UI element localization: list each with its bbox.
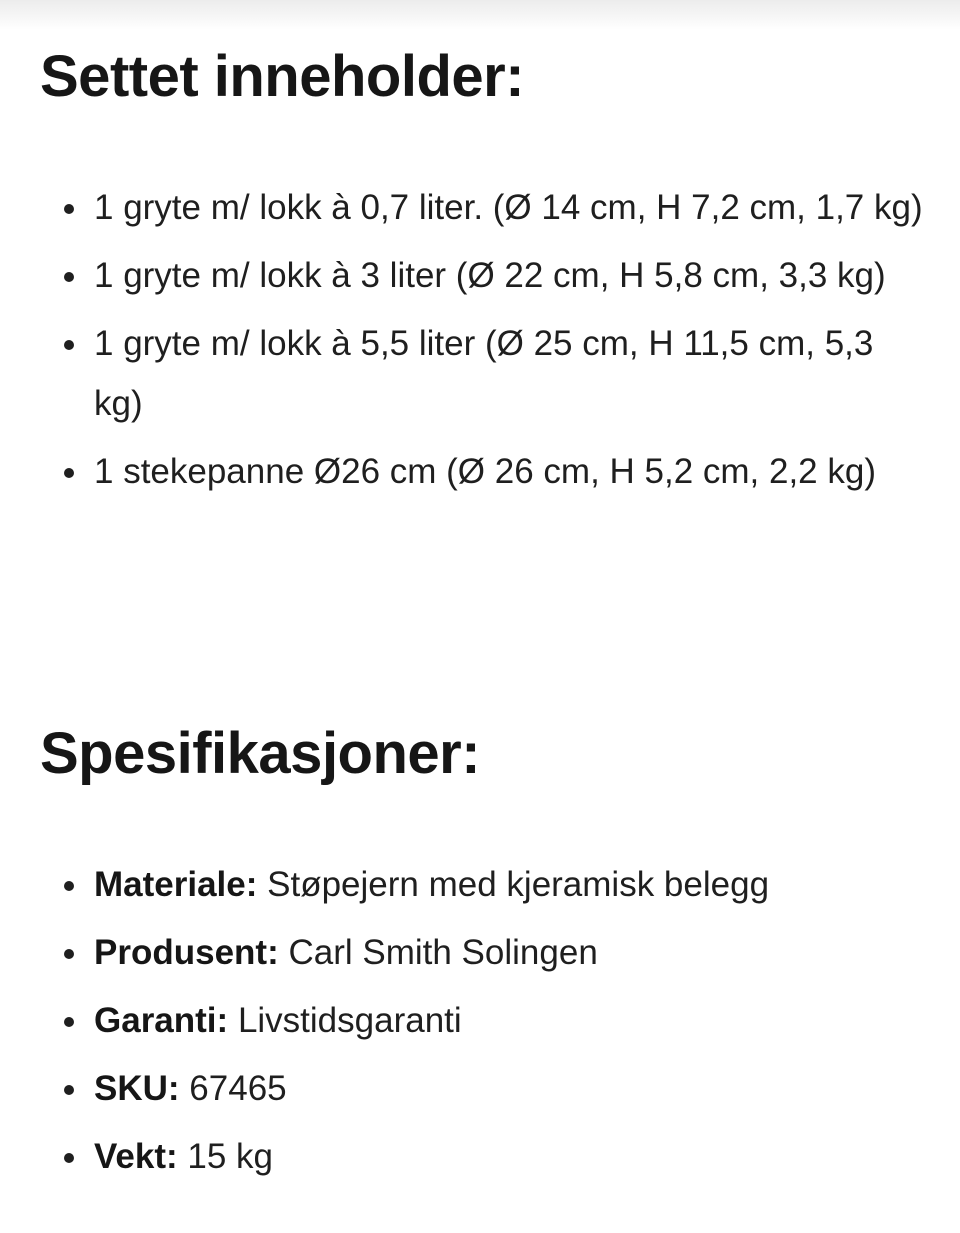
- list-item: 1 gryte m/ lokk à 0,7 liter. (Ø 14 cm, H 7,2 cm, 1,7 kg): [40, 178, 930, 238]
- contents-section: [40, 44, 930, 109]
- list-item: 1 gryte m/ lokk à 5,5 liter (Ø 25 cm, H 11,5 cm, 5,3 kg): [40, 314, 930, 434]
- top-shadow: [0, 0, 960, 30]
- spec-key: Produsent:: [94, 933, 279, 972]
- specs-list-section: [40, 860, 930, 1200]
- spec-key: Vekt:: [94, 1137, 178, 1176]
- list-item: 1 gryte m/ lokk à 3 liter (Ø 22 cm, H 5,8 cm, 3,3 kg): [40, 246, 930, 306]
- contents-list: [40, 178, 930, 502]
- spec-item-weight: [40, 1132, 930, 1182]
- specs-heading: Spesifikasjoner:: [40, 721, 481, 786]
- list-item: 1 stekepanne Ø26 cm (Ø 26 cm, H 5,2 cm, 2,2 kg): [40, 442, 930, 502]
- spec-item-manufacturer: [40, 928, 930, 978]
- spec-value: Støpejern med kjeramisk belegg: [267, 865, 770, 904]
- specs-section: [40, 721, 930, 786]
- spec-item-sku: [40, 1064, 930, 1114]
- specs-list: [40, 860, 930, 1182]
- spec-value: 15 kg: [187, 1137, 274, 1176]
- contents-list-section: [40, 178, 930, 510]
- spec-key: Garanti:: [94, 1001, 229, 1040]
- spec-value: 67465: [189, 1069, 287, 1108]
- spec-value: Livstidsgaranti: [237, 1001, 462, 1040]
- spec-item-material: [40, 860, 930, 910]
- spec-key: Materiale:: [94, 865, 258, 904]
- spec-item-warranty: [40, 996, 930, 1046]
- contents-heading: Settet inneholder:: [40, 44, 525, 109]
- spec-value: Carl Smith Solingen: [288, 933, 598, 972]
- spec-key: SKU:: [94, 1069, 180, 1108]
